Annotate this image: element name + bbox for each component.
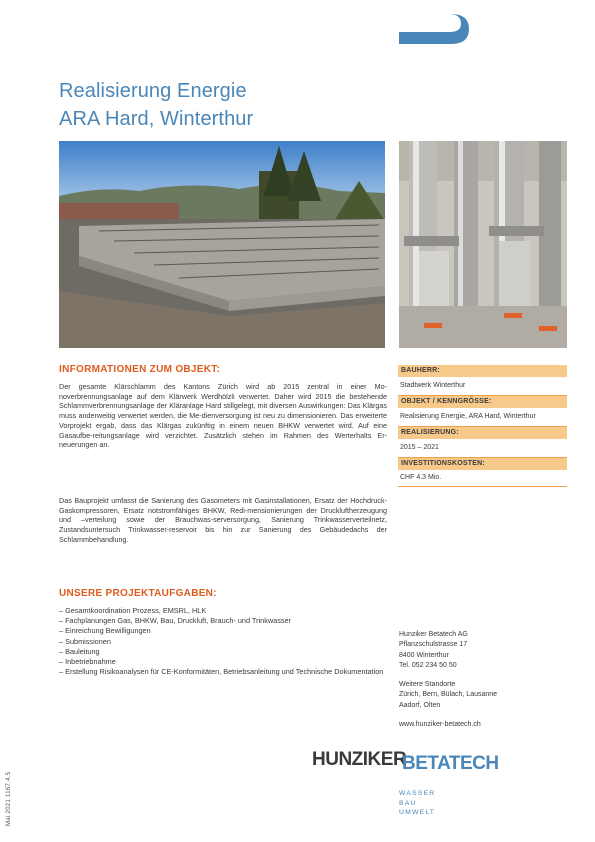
table-value-object: Realisierung Energie, ARA Hard, Winterthur (398, 408, 567, 427)
list-item: – Bauleitung (59, 646, 100, 656)
info-paragraph-1: Der gesamte Klärschlamm des Kantons Zürich wird ab 2015 zentral in einer Mo-noverbrennungsanlage auf dem Klärwerk Werdhölzli verwertet. Daher wird 2015 die bestehende Schlammverbrennungsanlage der Kläranlage Hard stillgelegt, mit diversen Auswirkungen: Das Klärgas muss anderweitig verwertet werden, die Me-dienversorgung ist neu zu dimensionieren. Das erweiterte Vorprojekt ergab, dass das Klärgas zukünftig in einem neuen BHKW verwertet wird. Auf eine Gasaufbe-reitungsanlage wird verzichtet. Zusätzlich stehen im Rahmen des Werterhalts Er-neuerungen an. (59, 382, 387, 450)
brand-mark-icon (399, 14, 469, 44)
company-phone: Tel. 052 234 50 50 (399, 661, 457, 669)
page-title-line1: Realisierung Energie (59, 80, 247, 102)
tagline-line-3: UMWELT (399, 809, 436, 817)
info-heading: INFORMATIONEN ZUM OBJEKT: (59, 364, 221, 375)
brand-logo (312, 746, 522, 772)
plant-photo (59, 141, 385, 348)
tasks-heading: UNSERE PROJEKTAUFGABEN: (59, 588, 217, 599)
project-info-table (398, 365, 567, 487)
pipes-photo (399, 141, 567, 348)
brand-logo-part-2: BETATECH (402, 753, 499, 772)
page-title-line2: ARA Hard, Winterthur (59, 108, 254, 130)
document-code: Mai 2021 1167.4.5 (6, 771, 12, 826)
list-item: – Fachplanungen Gas, BHKW, Bau, Druckluft, Brauch- und Trinkwasser (59, 616, 291, 626)
table-value-client: Stadtwerk Winterthur (398, 377, 567, 396)
locations-line-2: Aadorf, Olten (399, 701, 441, 709)
company-address (399, 630, 468, 671)
table-value-costs: CHF 4.3 Mio. (398, 470, 567, 487)
company-city: 8400 Winterthur (399, 651, 449, 659)
tagline (399, 789, 435, 818)
company-street: Pflanzschulstrasse 17 (399, 641, 468, 649)
locations-label: Weitere Standorte (399, 681, 456, 688)
table-value-realization: 2015 – 2021 (398, 439, 567, 458)
list-item: – Submissionen (59, 636, 111, 646)
company-website[interactable]: www.hunziker-betatech.ch (399, 721, 481, 728)
table-label-costs: INVESTITIONSKOSTEN: (398, 458, 567, 470)
list-item: – Inbetriebnahme (59, 657, 116, 667)
company-locations (399, 680, 497, 711)
table-label-object: OBJEKT / KENNGRÖSSE: (398, 396, 567, 408)
task-list (59, 606, 389, 677)
info-paragraph-2: Das Bauprojekt umfasst die Sanierung des Gasometers mit Gasinstallationen, Ersatz der Hochdruck-Gaskompressoren, Ersatz notstromfähiges BHKW, Redi-mensionierungen der Druckluftherzeugung und –verteilung sowie der Brauchwas-serversorgung, Sanierung Trinkwasserverteilnetz, Zustandsuntersuch Trinkwasser-reservoir bis hin zur Sanierung des Gebäudedachs der Schlammbehandlung. (59, 496, 387, 544)
table-label-client: BAUHERR: (398, 365, 567, 377)
brand-logo-part-1: HUNZIKER (312, 749, 407, 770)
company-name: Hunziker Betatech AG (399, 631, 468, 638)
list-item: – Erstellung Risikoanalysen für CE-Konformitäten, Betriebsanleitung und Technische Dokumentation (59, 667, 384, 677)
table-label-realization: REALISIERUNG: (398, 427, 567, 439)
locations-line-1: Zürich, Bern, Bülach, Lausanne (399, 691, 498, 699)
tagline-line-1: WASSER (399, 790, 436, 797)
list-item: – Gesamtkoordination Prozess, EMSRL, HLK (59, 606, 207, 615)
tagline-line-2: BAU (399, 799, 417, 807)
list-item: – Einreichung Bewilligungen (59, 626, 151, 636)
